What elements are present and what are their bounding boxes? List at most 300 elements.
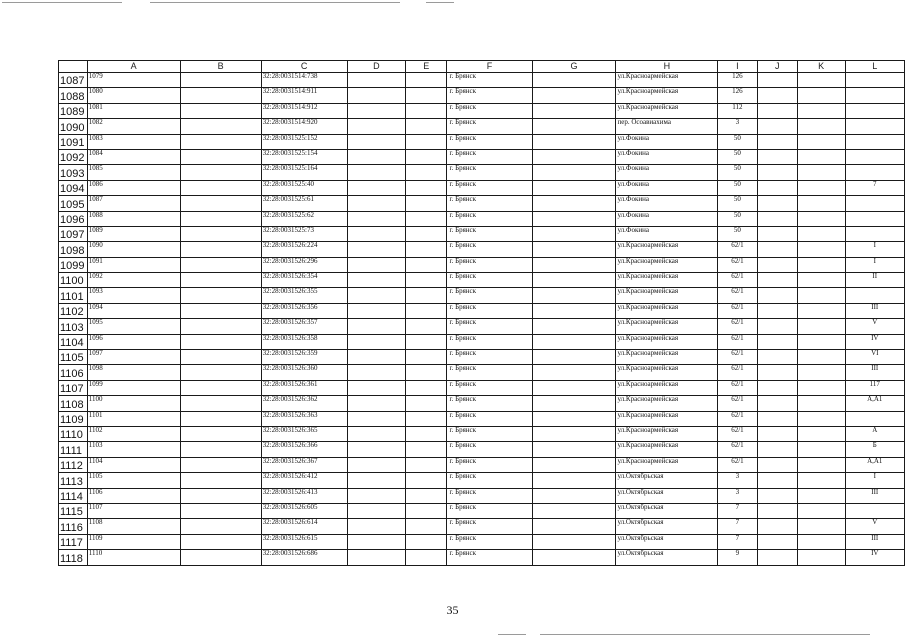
cell-b[interactable] bbox=[180, 365, 261, 380]
cell-k[interactable] bbox=[797, 165, 845, 180]
cell-d[interactable] bbox=[347, 334, 406, 349]
cell-i[interactable]: 62/1 bbox=[718, 288, 757, 303]
cell-e[interactable] bbox=[406, 426, 447, 441]
cell-d[interactable] bbox=[347, 534, 406, 549]
cell-f[interactable]: г. Брянск bbox=[447, 73, 532, 88]
cell-g[interactable] bbox=[532, 442, 616, 457]
cell-l[interactable]: II bbox=[845, 273, 904, 288]
cell-h[interactable]: ул.Красноармейская bbox=[616, 365, 718, 380]
cell-j[interactable] bbox=[757, 411, 797, 426]
cell-e[interactable] bbox=[406, 242, 447, 257]
cell-c[interactable]: 32:28:0031525:152 bbox=[261, 134, 347, 149]
cell-b[interactable] bbox=[180, 488, 261, 503]
cell-b[interactable] bbox=[180, 442, 261, 457]
cell-l[interactable] bbox=[845, 503, 904, 518]
cell-g[interactable] bbox=[532, 134, 616, 149]
cell-c[interactable]: 32:28:0031526:355 bbox=[261, 288, 347, 303]
cell-l[interactable] bbox=[845, 73, 904, 88]
cell-a[interactable]: 1106 bbox=[87, 488, 180, 503]
cell-h[interactable]: ул.Фокина bbox=[616, 134, 718, 149]
cell-i[interactable]: 3 bbox=[718, 473, 757, 488]
cell-d[interactable] bbox=[347, 550, 406, 565]
cell-g[interactable] bbox=[532, 257, 616, 272]
cell-k[interactable] bbox=[797, 226, 845, 241]
cell-h[interactable]: ул.Красноармейская bbox=[616, 334, 718, 349]
cell-a[interactable]: 1096 bbox=[87, 334, 180, 349]
cell-j[interactable] bbox=[757, 165, 797, 180]
cell-i[interactable]: 62/1 bbox=[718, 380, 757, 395]
cell-f[interactable]: г. Брянск bbox=[447, 180, 532, 195]
cell-e[interactable] bbox=[406, 396, 447, 411]
cell-d[interactable] bbox=[347, 257, 406, 272]
cell-k[interactable] bbox=[797, 88, 845, 103]
cell-g[interactable] bbox=[532, 426, 616, 441]
row-number[interactable]: 1114 bbox=[59, 488, 88, 503]
cell-l[interactable]: III bbox=[845, 365, 904, 380]
cell-j[interactable] bbox=[757, 396, 797, 411]
cell-g[interactable] bbox=[532, 519, 616, 534]
cell-k[interactable] bbox=[797, 365, 845, 380]
row-number[interactable]: 1112 bbox=[59, 457, 88, 472]
cell-a[interactable]: 1100 bbox=[87, 396, 180, 411]
column-header-a[interactable]: A bbox=[87, 61, 180, 73]
cell-c[interactable]: 32:28:0031526:413 bbox=[261, 488, 347, 503]
row-number[interactable]: 1103 bbox=[59, 319, 88, 334]
cell-h[interactable]: ул.Красноармейская bbox=[616, 319, 718, 334]
cell-i[interactable]: 50 bbox=[718, 165, 757, 180]
cell-d[interactable] bbox=[347, 288, 406, 303]
cell-e[interactable] bbox=[406, 473, 447, 488]
cell-d[interactable] bbox=[347, 103, 406, 118]
cell-c[interactable]: 32:28:0031526:365 bbox=[261, 426, 347, 441]
cell-k[interactable] bbox=[797, 273, 845, 288]
cell-k[interactable] bbox=[797, 242, 845, 257]
corner-cell[interactable] bbox=[59, 61, 88, 73]
cell-k[interactable] bbox=[797, 534, 845, 549]
cell-h[interactable]: ул.Фокина bbox=[616, 226, 718, 241]
cell-g[interactable] bbox=[532, 288, 616, 303]
cell-l[interactable] bbox=[845, 119, 904, 134]
cell-h[interactable]: ул.Красноармейская bbox=[616, 350, 718, 365]
cell-i[interactable]: 62/1 bbox=[718, 457, 757, 472]
row-number[interactable]: 1090 bbox=[59, 119, 88, 134]
cell-b[interactable] bbox=[180, 257, 261, 272]
row-number[interactable]: 1109 bbox=[59, 411, 88, 426]
cell-i[interactable]: 62/1 bbox=[718, 303, 757, 318]
cell-b[interactable] bbox=[180, 457, 261, 472]
cell-e[interactable] bbox=[406, 334, 447, 349]
cell-k[interactable] bbox=[797, 488, 845, 503]
cell-i[interactable]: 7 bbox=[718, 534, 757, 549]
cell-g[interactable] bbox=[532, 334, 616, 349]
cell-h[interactable]: ул.Красноармейская bbox=[616, 242, 718, 257]
cell-j[interactable] bbox=[757, 273, 797, 288]
cell-b[interactable] bbox=[180, 426, 261, 441]
cell-k[interactable] bbox=[797, 180, 845, 195]
row-number[interactable]: 1089 bbox=[59, 103, 88, 118]
cell-c[interactable]: 32:28:0031526:412 bbox=[261, 473, 347, 488]
row-number[interactable]: 1087 bbox=[59, 73, 88, 88]
cell-g[interactable] bbox=[532, 503, 616, 518]
cell-j[interactable] bbox=[757, 550, 797, 565]
column-header-f[interactable]: F bbox=[447, 61, 532, 73]
cell-d[interactable] bbox=[347, 180, 406, 195]
cell-a[interactable]: 1089 bbox=[87, 226, 180, 241]
cell-b[interactable] bbox=[180, 411, 261, 426]
cell-h[interactable]: ул.Фокина bbox=[616, 180, 718, 195]
cell-a[interactable]: 1098 bbox=[87, 365, 180, 380]
cell-d[interactable] bbox=[347, 365, 406, 380]
cell-k[interactable] bbox=[797, 303, 845, 318]
cell-a[interactable]: 1082 bbox=[87, 119, 180, 134]
cell-e[interactable] bbox=[406, 550, 447, 565]
cell-g[interactable] bbox=[532, 88, 616, 103]
cell-l[interactable] bbox=[845, 411, 904, 426]
cell-g[interactable] bbox=[532, 303, 616, 318]
cell-f[interactable]: г. Брянск bbox=[447, 273, 532, 288]
cell-a[interactable]: 1110 bbox=[87, 550, 180, 565]
cell-d[interactable] bbox=[347, 73, 406, 88]
cell-f[interactable]: г. Брянск bbox=[447, 226, 532, 241]
cell-b[interactable] bbox=[180, 119, 261, 134]
cell-l[interactable]: I bbox=[845, 257, 904, 272]
cell-j[interactable] bbox=[757, 196, 797, 211]
cell-i[interactable]: 7 bbox=[718, 519, 757, 534]
cell-d[interactable] bbox=[347, 273, 406, 288]
cell-i[interactable]: 50 bbox=[718, 196, 757, 211]
cell-g[interactable] bbox=[532, 473, 616, 488]
cell-f[interactable]: г. Брянск bbox=[447, 119, 532, 134]
cell-k[interactable] bbox=[797, 119, 845, 134]
row-number[interactable]: 1094 bbox=[59, 180, 88, 195]
cell-g[interactable] bbox=[532, 534, 616, 549]
cell-d[interactable] bbox=[347, 488, 406, 503]
cell-j[interactable] bbox=[757, 180, 797, 195]
cell-k[interactable] bbox=[797, 503, 845, 518]
row-number[interactable]: 1098 bbox=[59, 242, 88, 257]
cell-j[interactable] bbox=[757, 88, 797, 103]
cell-c[interactable]: 32:28:0031526:360 bbox=[261, 365, 347, 380]
cell-d[interactable] bbox=[347, 226, 406, 241]
cell-i[interactable]: 112 bbox=[718, 103, 757, 118]
cell-c[interactable]: 32:28:0031526:357 bbox=[261, 319, 347, 334]
cell-a[interactable]: 1091 bbox=[87, 257, 180, 272]
cell-j[interactable] bbox=[757, 149, 797, 164]
cell-j[interactable] bbox=[757, 350, 797, 365]
cell-f[interactable]: г. Брянск bbox=[447, 503, 532, 518]
cell-d[interactable] bbox=[347, 319, 406, 334]
cell-l[interactable] bbox=[845, 103, 904, 118]
cell-l[interactable] bbox=[845, 149, 904, 164]
row-number[interactable]: 1118 bbox=[59, 550, 88, 565]
cell-a[interactable]: 1092 bbox=[87, 273, 180, 288]
column-header-i[interactable]: I bbox=[718, 61, 757, 73]
row-number[interactable]: 1097 bbox=[59, 226, 88, 241]
cell-b[interactable] bbox=[180, 334, 261, 349]
cell-e[interactable] bbox=[406, 73, 447, 88]
cell-d[interactable] bbox=[347, 165, 406, 180]
row-number[interactable]: 1088 bbox=[59, 88, 88, 103]
cell-f[interactable]: г. Брянск bbox=[447, 426, 532, 441]
cell-c[interactable]: 32:28:0031526:356 bbox=[261, 303, 347, 318]
cell-a[interactable]: 1105 bbox=[87, 473, 180, 488]
cell-e[interactable] bbox=[406, 457, 447, 472]
cell-e[interactable] bbox=[406, 226, 447, 241]
cell-g[interactable] bbox=[532, 365, 616, 380]
cell-h[interactable]: ул.Красноармейская bbox=[616, 380, 718, 395]
cell-i[interactable]: 62/1 bbox=[718, 396, 757, 411]
cell-c[interactable]: 32:28:0031525:61 bbox=[261, 196, 347, 211]
row-number[interactable]: 1104 bbox=[59, 334, 88, 349]
cell-f[interactable]: г. Брянск bbox=[447, 550, 532, 565]
cell-a[interactable]: 1084 bbox=[87, 149, 180, 164]
cell-f[interactable]: г. Брянск bbox=[447, 473, 532, 488]
cell-b[interactable] bbox=[180, 242, 261, 257]
cell-c[interactable]: 32:28:0031525:73 bbox=[261, 226, 347, 241]
cell-c[interactable]: 32:28:0031526:296 bbox=[261, 257, 347, 272]
cell-b[interactable] bbox=[180, 303, 261, 318]
row-number[interactable]: 1110 bbox=[59, 426, 88, 441]
cell-k[interactable] bbox=[797, 257, 845, 272]
cell-a[interactable]: 1085 bbox=[87, 165, 180, 180]
cell-f[interactable]: г. Брянск bbox=[447, 457, 532, 472]
cell-h[interactable]: ул.Красноармейская bbox=[616, 273, 718, 288]
cell-h[interactable]: ул.Октябрьская bbox=[616, 503, 718, 518]
cell-a[interactable]: 1095 bbox=[87, 319, 180, 334]
cell-b[interactable] bbox=[180, 149, 261, 164]
cell-i[interactable]: 3 bbox=[718, 488, 757, 503]
cell-a[interactable]: 1087 bbox=[87, 196, 180, 211]
cell-f[interactable]: г. Брянск bbox=[447, 396, 532, 411]
cell-l[interactable]: III bbox=[845, 488, 904, 503]
cell-a[interactable]: 1086 bbox=[87, 180, 180, 195]
cell-k[interactable] bbox=[797, 350, 845, 365]
cell-k[interactable] bbox=[797, 396, 845, 411]
cell-d[interactable] bbox=[347, 211, 406, 226]
cell-b[interactable] bbox=[180, 211, 261, 226]
cell-i[interactable]: 62/1 bbox=[718, 319, 757, 334]
cell-k[interactable] bbox=[797, 73, 845, 88]
cell-j[interactable] bbox=[757, 334, 797, 349]
row-number[interactable]: 1093 bbox=[59, 165, 88, 180]
cell-a[interactable]: 1107 bbox=[87, 503, 180, 518]
cell-f[interactable]: г. Брянск bbox=[447, 488, 532, 503]
row-number[interactable]: 1116 bbox=[59, 519, 88, 534]
column-header-g[interactable]: G bbox=[532, 61, 616, 73]
cell-a[interactable]: 1079 bbox=[87, 73, 180, 88]
cell-k[interactable] bbox=[797, 319, 845, 334]
cell-a[interactable]: 1109 bbox=[87, 534, 180, 549]
cell-c[interactable]: 32:28:0031514:911 bbox=[261, 88, 347, 103]
cell-c[interactable]: 32:28:0031526:363 bbox=[261, 411, 347, 426]
cell-a[interactable]: 1081 bbox=[87, 103, 180, 118]
cell-f[interactable]: г. Брянск bbox=[447, 365, 532, 380]
cell-d[interactable] bbox=[347, 380, 406, 395]
row-number[interactable]: 1096 bbox=[59, 211, 88, 226]
cell-i[interactable]: 62/1 bbox=[718, 411, 757, 426]
row-number[interactable]: 1101 bbox=[59, 288, 88, 303]
cell-l[interactable]: А bbox=[845, 426, 904, 441]
cell-f[interactable]: г. Брянск bbox=[447, 380, 532, 395]
cell-k[interactable] bbox=[797, 334, 845, 349]
cell-d[interactable] bbox=[347, 119, 406, 134]
cell-c[interactable]: 32:28:0031526:686 bbox=[261, 550, 347, 565]
cell-g[interactable] bbox=[532, 165, 616, 180]
cell-l[interactable]: 7 bbox=[845, 180, 904, 195]
cell-e[interactable] bbox=[406, 380, 447, 395]
cell-i[interactable]: 62/1 bbox=[718, 350, 757, 365]
cell-e[interactable] bbox=[406, 134, 447, 149]
cell-g[interactable] bbox=[532, 380, 616, 395]
cell-b[interactable] bbox=[180, 350, 261, 365]
cell-i[interactable]: 7 bbox=[718, 503, 757, 518]
cell-h[interactable]: ул.Фокина bbox=[616, 196, 718, 211]
cell-b[interactable] bbox=[180, 503, 261, 518]
cell-b[interactable] bbox=[180, 103, 261, 118]
cell-c[interactable]: 32:28:0031526:366 bbox=[261, 442, 347, 457]
cell-b[interactable] bbox=[180, 550, 261, 565]
cell-b[interactable] bbox=[180, 165, 261, 180]
cell-g[interactable] bbox=[532, 319, 616, 334]
cell-i[interactable]: 126 bbox=[718, 73, 757, 88]
cell-e[interactable] bbox=[406, 211, 447, 226]
cell-g[interactable] bbox=[532, 273, 616, 288]
cell-g[interactable] bbox=[532, 457, 616, 472]
cell-h[interactable]: ул.Красноармейская bbox=[616, 257, 718, 272]
cell-f[interactable]: г. Брянск bbox=[447, 442, 532, 457]
cell-l[interactable]: III bbox=[845, 303, 904, 318]
cell-k[interactable] bbox=[797, 457, 845, 472]
cell-b[interactable] bbox=[180, 473, 261, 488]
cell-j[interactable] bbox=[757, 365, 797, 380]
cell-l[interactable]: VI bbox=[845, 350, 904, 365]
cell-d[interactable] bbox=[347, 149, 406, 164]
cell-h[interactable]: пер. Осоавиахима bbox=[616, 119, 718, 134]
cell-c[interactable]: 32:28:0031526:362 bbox=[261, 396, 347, 411]
cell-b[interactable] bbox=[180, 519, 261, 534]
row-number[interactable]: 1102 bbox=[59, 303, 88, 318]
cell-a[interactable]: 1093 bbox=[87, 288, 180, 303]
cell-g[interactable] bbox=[532, 396, 616, 411]
cell-f[interactable]: г. Брянск bbox=[447, 350, 532, 365]
cell-i[interactable]: 50 bbox=[718, 149, 757, 164]
cell-l[interactable] bbox=[845, 165, 904, 180]
cell-a[interactable]: 1080 bbox=[87, 88, 180, 103]
cell-d[interactable] bbox=[347, 242, 406, 257]
cell-i[interactable]: 62/1 bbox=[718, 257, 757, 272]
row-number[interactable]: 1115 bbox=[59, 503, 88, 518]
cell-d[interactable] bbox=[347, 303, 406, 318]
cell-c[interactable]: 32:28:0031514:912 bbox=[261, 103, 347, 118]
cell-e[interactable] bbox=[406, 303, 447, 318]
cell-c[interactable]: 32:28:0031526:358 bbox=[261, 334, 347, 349]
cell-h[interactable]: ул.Красноармейская bbox=[616, 396, 718, 411]
cell-i[interactable]: 62/1 bbox=[718, 273, 757, 288]
cell-b[interactable] bbox=[180, 134, 261, 149]
row-number[interactable]: 1108 bbox=[59, 396, 88, 411]
cell-i[interactable]: 50 bbox=[718, 211, 757, 226]
cell-j[interactable] bbox=[757, 380, 797, 395]
cell-g[interactable] bbox=[532, 119, 616, 134]
cell-e[interactable] bbox=[406, 180, 447, 195]
cell-d[interactable] bbox=[347, 442, 406, 457]
cell-e[interactable] bbox=[406, 319, 447, 334]
cell-f[interactable]: г. Брянск bbox=[447, 103, 532, 118]
cell-k[interactable] bbox=[797, 103, 845, 118]
cell-d[interactable] bbox=[347, 396, 406, 411]
cell-c[interactable]: 32:28:0031526:367 bbox=[261, 457, 347, 472]
cell-l[interactable]: 117 bbox=[845, 380, 904, 395]
cell-g[interactable] bbox=[532, 550, 616, 565]
cell-h[interactable]: ул.Фокина bbox=[616, 149, 718, 164]
cell-f[interactable]: г. Брянск bbox=[447, 303, 532, 318]
cell-b[interactable] bbox=[180, 396, 261, 411]
cell-j[interactable] bbox=[757, 288, 797, 303]
cell-e[interactable] bbox=[406, 119, 447, 134]
cell-f[interactable]: г. Брянск bbox=[447, 134, 532, 149]
cell-h[interactable]: ул.Красноармейская bbox=[616, 103, 718, 118]
cell-l[interactable]: А,А1 bbox=[845, 396, 904, 411]
column-header-c[interactable]: C bbox=[261, 61, 347, 73]
cell-e[interactable] bbox=[406, 503, 447, 518]
cell-j[interactable] bbox=[757, 103, 797, 118]
cell-b[interactable] bbox=[180, 319, 261, 334]
cell-d[interactable] bbox=[347, 426, 406, 441]
cell-h[interactable]: ул.Красноармейская bbox=[616, 88, 718, 103]
cell-d[interactable] bbox=[347, 473, 406, 488]
cell-g[interactable] bbox=[532, 411, 616, 426]
cell-c[interactable]: 32:28:0031526:224 bbox=[261, 242, 347, 257]
cell-l[interactable]: III bbox=[845, 534, 904, 549]
cell-c[interactable]: 32:28:0031514:738 bbox=[261, 73, 347, 88]
cell-a[interactable]: 1097 bbox=[87, 350, 180, 365]
cell-c[interactable]: 32:28:0031526:605 bbox=[261, 503, 347, 518]
cell-k[interactable] bbox=[797, 519, 845, 534]
cell-f[interactable]: г. Брянск bbox=[447, 288, 532, 303]
cell-e[interactable] bbox=[406, 165, 447, 180]
cell-e[interactable] bbox=[406, 350, 447, 365]
cell-f[interactable]: г. Брянск bbox=[447, 88, 532, 103]
cell-c[interactable]: 32:28:0031525:62 bbox=[261, 211, 347, 226]
cell-e[interactable] bbox=[406, 411, 447, 426]
cell-j[interactable] bbox=[757, 473, 797, 488]
cell-i[interactable]: 50 bbox=[718, 180, 757, 195]
cell-b[interactable] bbox=[180, 196, 261, 211]
cell-k[interactable] bbox=[797, 196, 845, 211]
cell-j[interactable] bbox=[757, 426, 797, 441]
cell-h[interactable]: ул.Октябрьская bbox=[616, 550, 718, 565]
cell-a[interactable]: 1090 bbox=[87, 242, 180, 257]
cell-i[interactable]: 62/1 bbox=[718, 365, 757, 380]
row-number[interactable]: 1113 bbox=[59, 473, 88, 488]
cell-i[interactable]: 50 bbox=[718, 226, 757, 241]
cell-a[interactable]: 1101 bbox=[87, 411, 180, 426]
cell-e[interactable] bbox=[406, 488, 447, 503]
row-number[interactable]: 1105 bbox=[59, 350, 88, 365]
cell-g[interactable] bbox=[532, 211, 616, 226]
cell-g[interactable] bbox=[532, 196, 616, 211]
cell-k[interactable] bbox=[797, 442, 845, 457]
cell-l[interactable]: Б bbox=[845, 442, 904, 457]
cell-b[interactable] bbox=[180, 88, 261, 103]
cell-j[interactable] bbox=[757, 534, 797, 549]
cell-g[interactable] bbox=[532, 149, 616, 164]
cell-i[interactable]: 9 bbox=[718, 550, 757, 565]
cell-c[interactable]: 32:28:0031526:614 bbox=[261, 519, 347, 534]
cell-b[interactable] bbox=[180, 380, 261, 395]
cell-k[interactable] bbox=[797, 473, 845, 488]
cell-f[interactable]: г. Брянск bbox=[447, 242, 532, 257]
